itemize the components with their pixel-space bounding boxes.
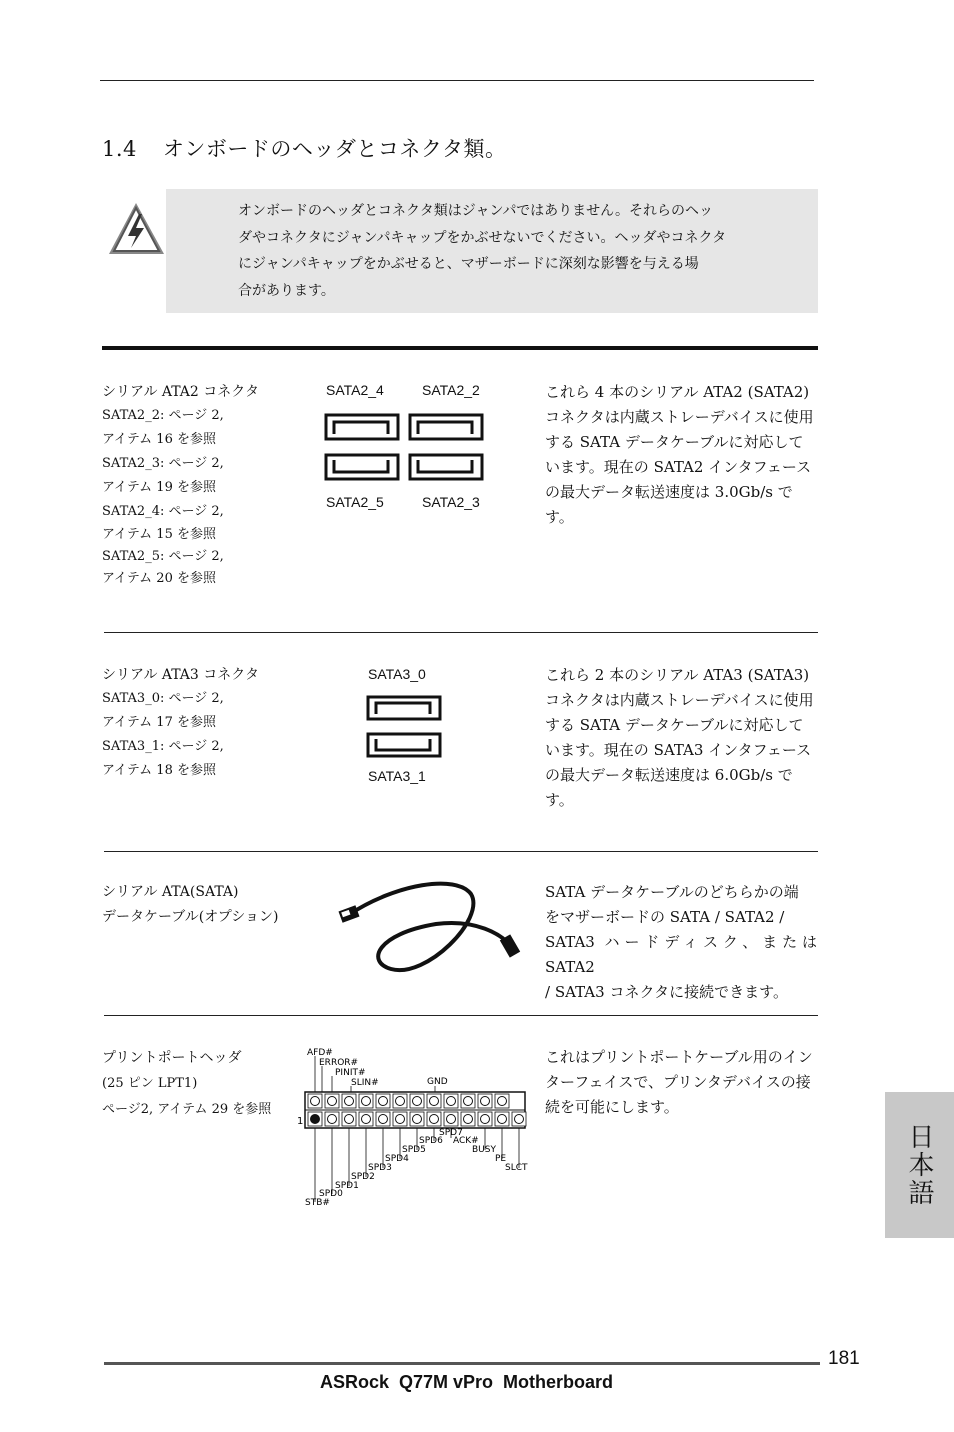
sata2-3-label: SATA2_3 xyxy=(422,494,480,510)
sata3-text-line: これら 2 本のシリアル ATA3 (SATA3) xyxy=(545,666,810,684)
language-tab-label: 日本語 xyxy=(904,1123,934,1207)
sata3-0-label: SATA3_0 xyxy=(368,666,426,682)
pin-label-spd7: SPD7 xyxy=(439,1128,463,1138)
sata2-ref: アイテム 19 を参照 xyxy=(102,480,216,495)
lpt-pin-hole xyxy=(328,1097,337,1106)
section-heading xyxy=(102,133,507,163)
sata3-title: シリアル ATA3 コネクタ xyxy=(102,667,259,683)
sata2-text-line: これら 4 本のシリアル ATA2 (SATA2) xyxy=(545,383,810,401)
lpt-pin-hole xyxy=(328,1115,337,1124)
pin-label-error: ERROR# xyxy=(319,1058,359,1068)
sata-cable-image xyxy=(336,864,526,982)
sata2-ref: アイテム 15 を参照 xyxy=(102,527,216,542)
lpt-pin-hole xyxy=(481,1097,490,1106)
sata2-ref: SATA2_4: ページ 2, xyxy=(102,504,224,519)
cable-subtitle: データケーブル(オプション) xyxy=(102,909,279,925)
sata3-description xyxy=(102,663,259,783)
sata2-text-line: する SATA データケーブルに対応して xyxy=(545,433,804,451)
cable-title: シリアル ATA(SATA) xyxy=(102,884,239,900)
section-divider xyxy=(104,1015,818,1016)
sata3-text-line: コネクタは内蔵ストレーデバイスに使用 xyxy=(545,691,814,709)
sata2-title: シリアル ATA2 コネクタ xyxy=(102,384,259,400)
lpt-pin-hole xyxy=(464,1115,473,1124)
cable-text-line: / SATA3 コネクタに接続できます。 xyxy=(545,983,788,1001)
sata2-ref: アイテム 16 を参照 xyxy=(102,432,216,447)
sata2-explanation xyxy=(545,380,817,530)
lpt-pin-hole xyxy=(379,1097,388,1106)
pin-label-afd: AFD# xyxy=(307,1048,333,1058)
sata2-text-line: コネクタは内蔵ストレーデバイスに使用 xyxy=(545,408,814,426)
lpt-explanation xyxy=(545,1045,817,1120)
pin-label-spd5: SPD5 xyxy=(402,1145,426,1155)
warning-icon xyxy=(106,200,168,262)
pin-label-stb: STB# xyxy=(305,1198,330,1208)
language-tab xyxy=(885,1092,954,1238)
lpt-pin-hole xyxy=(362,1115,371,1124)
lpt-pin-hole xyxy=(311,1115,320,1124)
lpt-pin-hole xyxy=(430,1097,439,1106)
sata3-connector-top xyxy=(368,697,440,719)
sata3-connector-bottom xyxy=(368,734,440,756)
lpt-text-line: これはプリントポートケーブル用のイン xyxy=(545,1048,813,1066)
sata3-text-line: の最大データ転送速度は 6.0Gb/s で xyxy=(545,766,793,784)
sata3-ref: アイテム 17 を参照 xyxy=(102,715,216,730)
footer-rule xyxy=(104,1362,820,1365)
cable-explanation xyxy=(545,880,817,1005)
lpt-pin-hole xyxy=(396,1097,405,1106)
sata3-ref: SATA3_1: ページ 2, xyxy=(102,739,224,754)
pin-label-pe: PE xyxy=(495,1154,507,1164)
lpt-pin-hole xyxy=(413,1097,422,1106)
lpt-pin-hole xyxy=(498,1115,507,1124)
lpt-pin-hole xyxy=(481,1115,490,1124)
pin-label-pinit: PINIT# xyxy=(335,1068,366,1078)
lpt-pin-hole xyxy=(362,1097,371,1106)
lpt-title: プリントポートヘッダ xyxy=(102,1050,242,1066)
lpt-pin-hole xyxy=(447,1097,456,1106)
warning-line: オンボードのヘッダとコネクタ類はジャンパではありません。それらのヘッ xyxy=(238,203,714,219)
sata2-ref: SATA2_2: ページ 2, xyxy=(102,408,224,423)
lpt-pin-hole xyxy=(430,1115,439,1124)
sata-connector-bottom-left xyxy=(326,455,398,479)
sata3-explanation xyxy=(545,663,817,813)
sata-connector-bottom-right xyxy=(410,455,482,479)
lpt-header-diagram xyxy=(295,1044,535,1208)
section-divider xyxy=(104,851,818,852)
sata2-text-line: す。 xyxy=(545,508,574,526)
pin-label-busy: BUSY xyxy=(472,1145,496,1155)
lpt-subtitle: (25 ピン LPT1) xyxy=(102,1076,198,1091)
warning-line: にジャンパキャップをかぶせると、マザーボードに深刻な影響を与える場 xyxy=(238,256,699,272)
pin-label-spd2: SPD2 xyxy=(351,1172,375,1182)
sata3-text-line: います。現在の SATA3 インタフェース xyxy=(545,741,812,759)
pin-label-gnd: GND xyxy=(427,1077,448,1087)
lpt-pin-hole xyxy=(396,1115,405,1124)
lpt-pin-hole xyxy=(413,1115,422,1124)
section-title: オンボードのヘッダとコネクタ類。 xyxy=(162,137,507,161)
pin-label-spd0: SPD0 xyxy=(319,1189,343,1199)
lpt-ref: ページ2, アイテム 29 を参照 xyxy=(102,1102,272,1117)
pin-label-spd6: SPD6 xyxy=(419,1136,443,1146)
lpt-text-line: ターフェイスで、プリンタデバイスの接 xyxy=(545,1073,811,1091)
lpt-pin-hole xyxy=(345,1097,354,1106)
cable-text-line: SATA3 ハードディスク、または SATA2 xyxy=(545,933,817,976)
lpt-pin-hole xyxy=(447,1115,456,1124)
top-rule xyxy=(100,80,814,81)
pin-label-slin: SLIN# xyxy=(351,1078,379,1088)
sata2-ref: SATA2_3: ページ 2, xyxy=(102,456,224,471)
pin-label-spd3: SPD3 xyxy=(368,1163,392,1173)
page-number: 181 xyxy=(828,1348,860,1369)
sata3-connectors-diagram xyxy=(366,694,444,760)
section-divider-thick xyxy=(102,346,818,350)
sata3-ref: SATA3_0: ページ 2, xyxy=(102,691,224,706)
lpt-text-line: 続を可能にします。 xyxy=(545,1098,679,1116)
lpt-pin-hole xyxy=(379,1115,388,1124)
pin-label-ack: ACK# xyxy=(453,1136,479,1146)
lpt-description xyxy=(102,1045,271,1123)
sata2-connectors-diagram xyxy=(324,412,486,482)
sata2-4-label: SATA2_4 xyxy=(326,382,384,398)
sata3-text-line: す。 xyxy=(545,791,574,809)
cable-text-line: をマザーボードの SATA / SATA2 / xyxy=(545,908,785,926)
pin-label-spd1: SPD1 xyxy=(335,1181,359,1191)
cable-text-line: SATA データケーブルのどちらかの端 xyxy=(545,883,799,901)
warning-line: 合があります。 xyxy=(238,282,335,299)
section-number: 1.4 xyxy=(102,137,137,161)
sata2-ref: アイテム 20 を参照 xyxy=(102,571,216,586)
sata-connector-top-left xyxy=(326,415,398,439)
lpt-pin-hole xyxy=(345,1115,354,1124)
section-divider xyxy=(104,632,818,633)
sata3-ref: アイテム 18 を参照 xyxy=(102,763,216,778)
sata2-2-label: SATA2_2 xyxy=(422,382,480,398)
sata2-text-line: の最大データ転送速度は 3.0Gb/s で xyxy=(545,483,793,501)
sata-connector-top-right xyxy=(410,415,482,439)
warning-line: ダやコネクタにジャンパキャップをかぶせないでください。ヘッダやコネクタ xyxy=(238,229,727,246)
sata2-description xyxy=(102,380,259,590)
pin-label-slct: SLCT xyxy=(505,1163,528,1173)
pin-one-label: 1 xyxy=(297,1116,304,1127)
sata3-1-label: SATA3_1 xyxy=(368,768,426,784)
sata2-text-line: います。現在の SATA2 インタフェース xyxy=(545,458,812,476)
sata2-ref: SATA2_5: ページ 2, xyxy=(102,549,224,564)
lpt-pin-hole xyxy=(515,1115,524,1124)
sata3-text-line: する SATA データケーブルに対応して xyxy=(545,716,804,734)
pin-label-spd4: SPD4 xyxy=(385,1154,409,1164)
cable-description xyxy=(102,880,278,930)
lpt-pin-hole xyxy=(311,1097,320,1106)
warning-text xyxy=(238,198,778,304)
lpt-pin-hole xyxy=(498,1097,507,1106)
lpt-pin-hole xyxy=(464,1097,473,1106)
footer-title: ASRock Q77M vPro Motherboard xyxy=(320,1372,614,1392)
sata2-5-label: SATA2_5 xyxy=(326,494,384,510)
